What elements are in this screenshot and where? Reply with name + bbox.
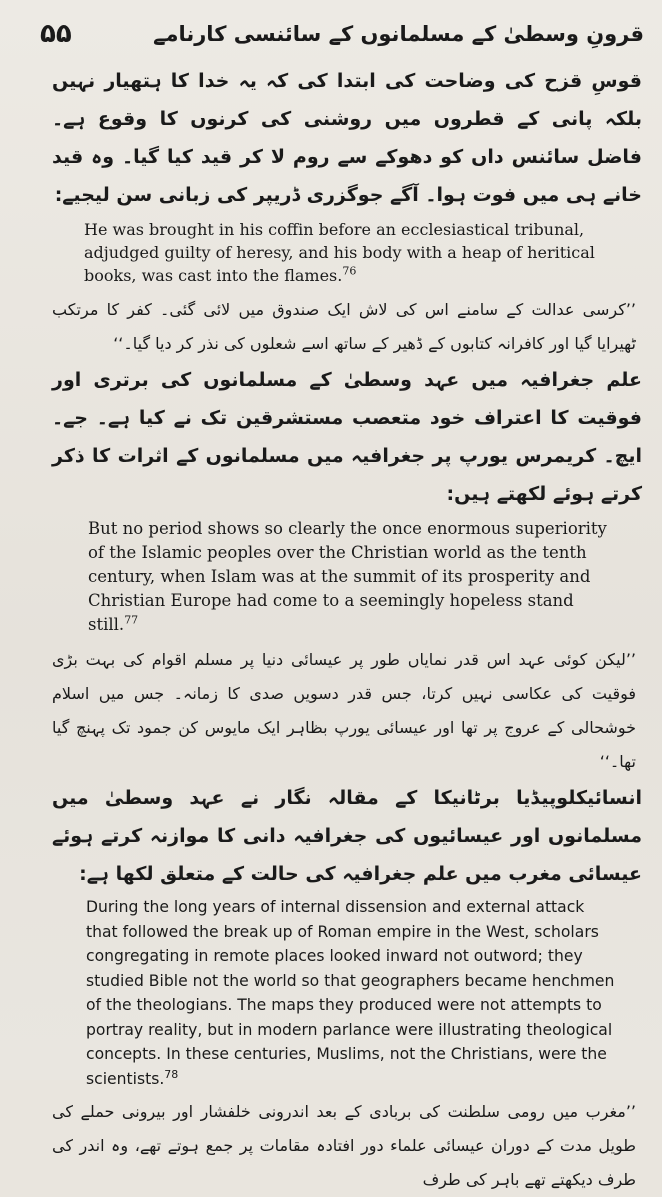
running-title: قرونِ وسطیٰ کے مسلمانوں کے سائنسی کارنامے [153, 22, 644, 46]
footnote-ref: 77 [124, 613, 139, 627]
page-header [40, 14, 644, 54]
footnote-ref: 78 [164, 1067, 179, 1081]
page-number: ۵۵ [40, 19, 72, 49]
english-quote [84, 218, 612, 287]
urdu-paragraph: انسائیکلوپیڈیا برٹانیکا کے مقالہ نگار نے عہد وسطیٰ میں مسلمانوں اور عیسائیوں کی جغرافیہ دانی کا موازنہ کرتے ہوئے عیسائی مغرب میں علم جغرافیہ کی حالت کے متعلق لکھا ہے: [52, 787, 642, 885]
urdu-paragraph: علم جغرافیہ میں عہد وسطیٰ کے مسلمانوں کی برتری اور فوقیت کا اعتراف خود متعصب مستشرقین تک نے کیا ہے۔ جے۔ ایچ۔ کریمرس یورپ پر جغرافیہ میں مسلمانوں کے اثرات کا ذکر کرتے ہوئے لکھتے ہیں: [52, 369, 642, 505]
urdu-paragraph: قوسِ قزح کی وضاحت کی ابتدا کی کہ یہ خدا کا ہتھیار نہیں بلکہ پانی کے قطروں میں روشنی کی کرنوں کا وقوع ہے۔ فاضل سائنس داں کو دھوکے سے روم لا کر قید کیا گیا۔ وہ قید خانے ہی میں فوت ہوا۔ آگے جوگزری ڈریپر کی زبانی سن لیجیے: [52, 70, 642, 206]
urdu-translation: ’’لیکن کوئی عہد اس قدر نمایاں طور پر عیسائی دنیا پر مسلم اقوام کی بہت بڑی فوقیت کی عکاسی نہیں کرتا، جس قدر دسویں صدی کا زمانہ۔ جس میں اسلام خوشحالی کے عروج پر تھا اور عیسائی یورپ بظاہر ایک مایوس کن جمود تک پہنچ گیا تھا۔‘‘ [52, 650, 636, 771]
english-quote [86, 895, 620, 1091]
quote-text: But no period shows so clearly the once enormous superiority of the Islamic peoples over the Christian world as the tenth century, when Islam was at the summit of its prosperity and Christian Europe had come to a seemingly hopeless stand still. [88, 519, 607, 634]
page-body [52, 62, 642, 1189]
english-quote [88, 517, 612, 637]
urdu-translation: ’’کرسی عدالت کے سامنے اس کی لاش ایک صندوق میں لائی گئی۔ کفر کا مرتکب ٹھیرایا گیا اور کافرانہ کتابوں کے ڈھیر کے ساتھ اسے شعلوں کی نذر کر دیا گیا۔‘‘ [52, 300, 636, 353]
urdu-translation: ’’مغرب میں رومی سلطنت کی بربادی کے بعد اندرونی خلفشار اور بیرونی حملے کی طویل مدت کے دوران عیسائی علماء دور افتادہ مقامات پر جمع ہوتے تھے، وہ اندر کی طرف دیکھتے تھے باہر کی طرف [52, 1102, 636, 1189]
footnote-ref: 76 [342, 264, 357, 278]
quote-text: During the long years of internal dissension and external attack that followed the break up of Roman empire in the West, scholars congregating in remote places looked inward not outword; they studied Bible not the world so that geographers became henchmen of the theologians. The maps they produced were not attempts to portray reality, but in modern parlance were illustrating theological concepts. In these centuries, Muslims, not the Christians, were the scientists. [86, 898, 615, 1088]
quote-text: He was brought in his coffin before an ecclesiastical tribunal, adjudged guilty of heresy, and his body with a heap of heritical books, was cast into the flames. [84, 220, 595, 285]
